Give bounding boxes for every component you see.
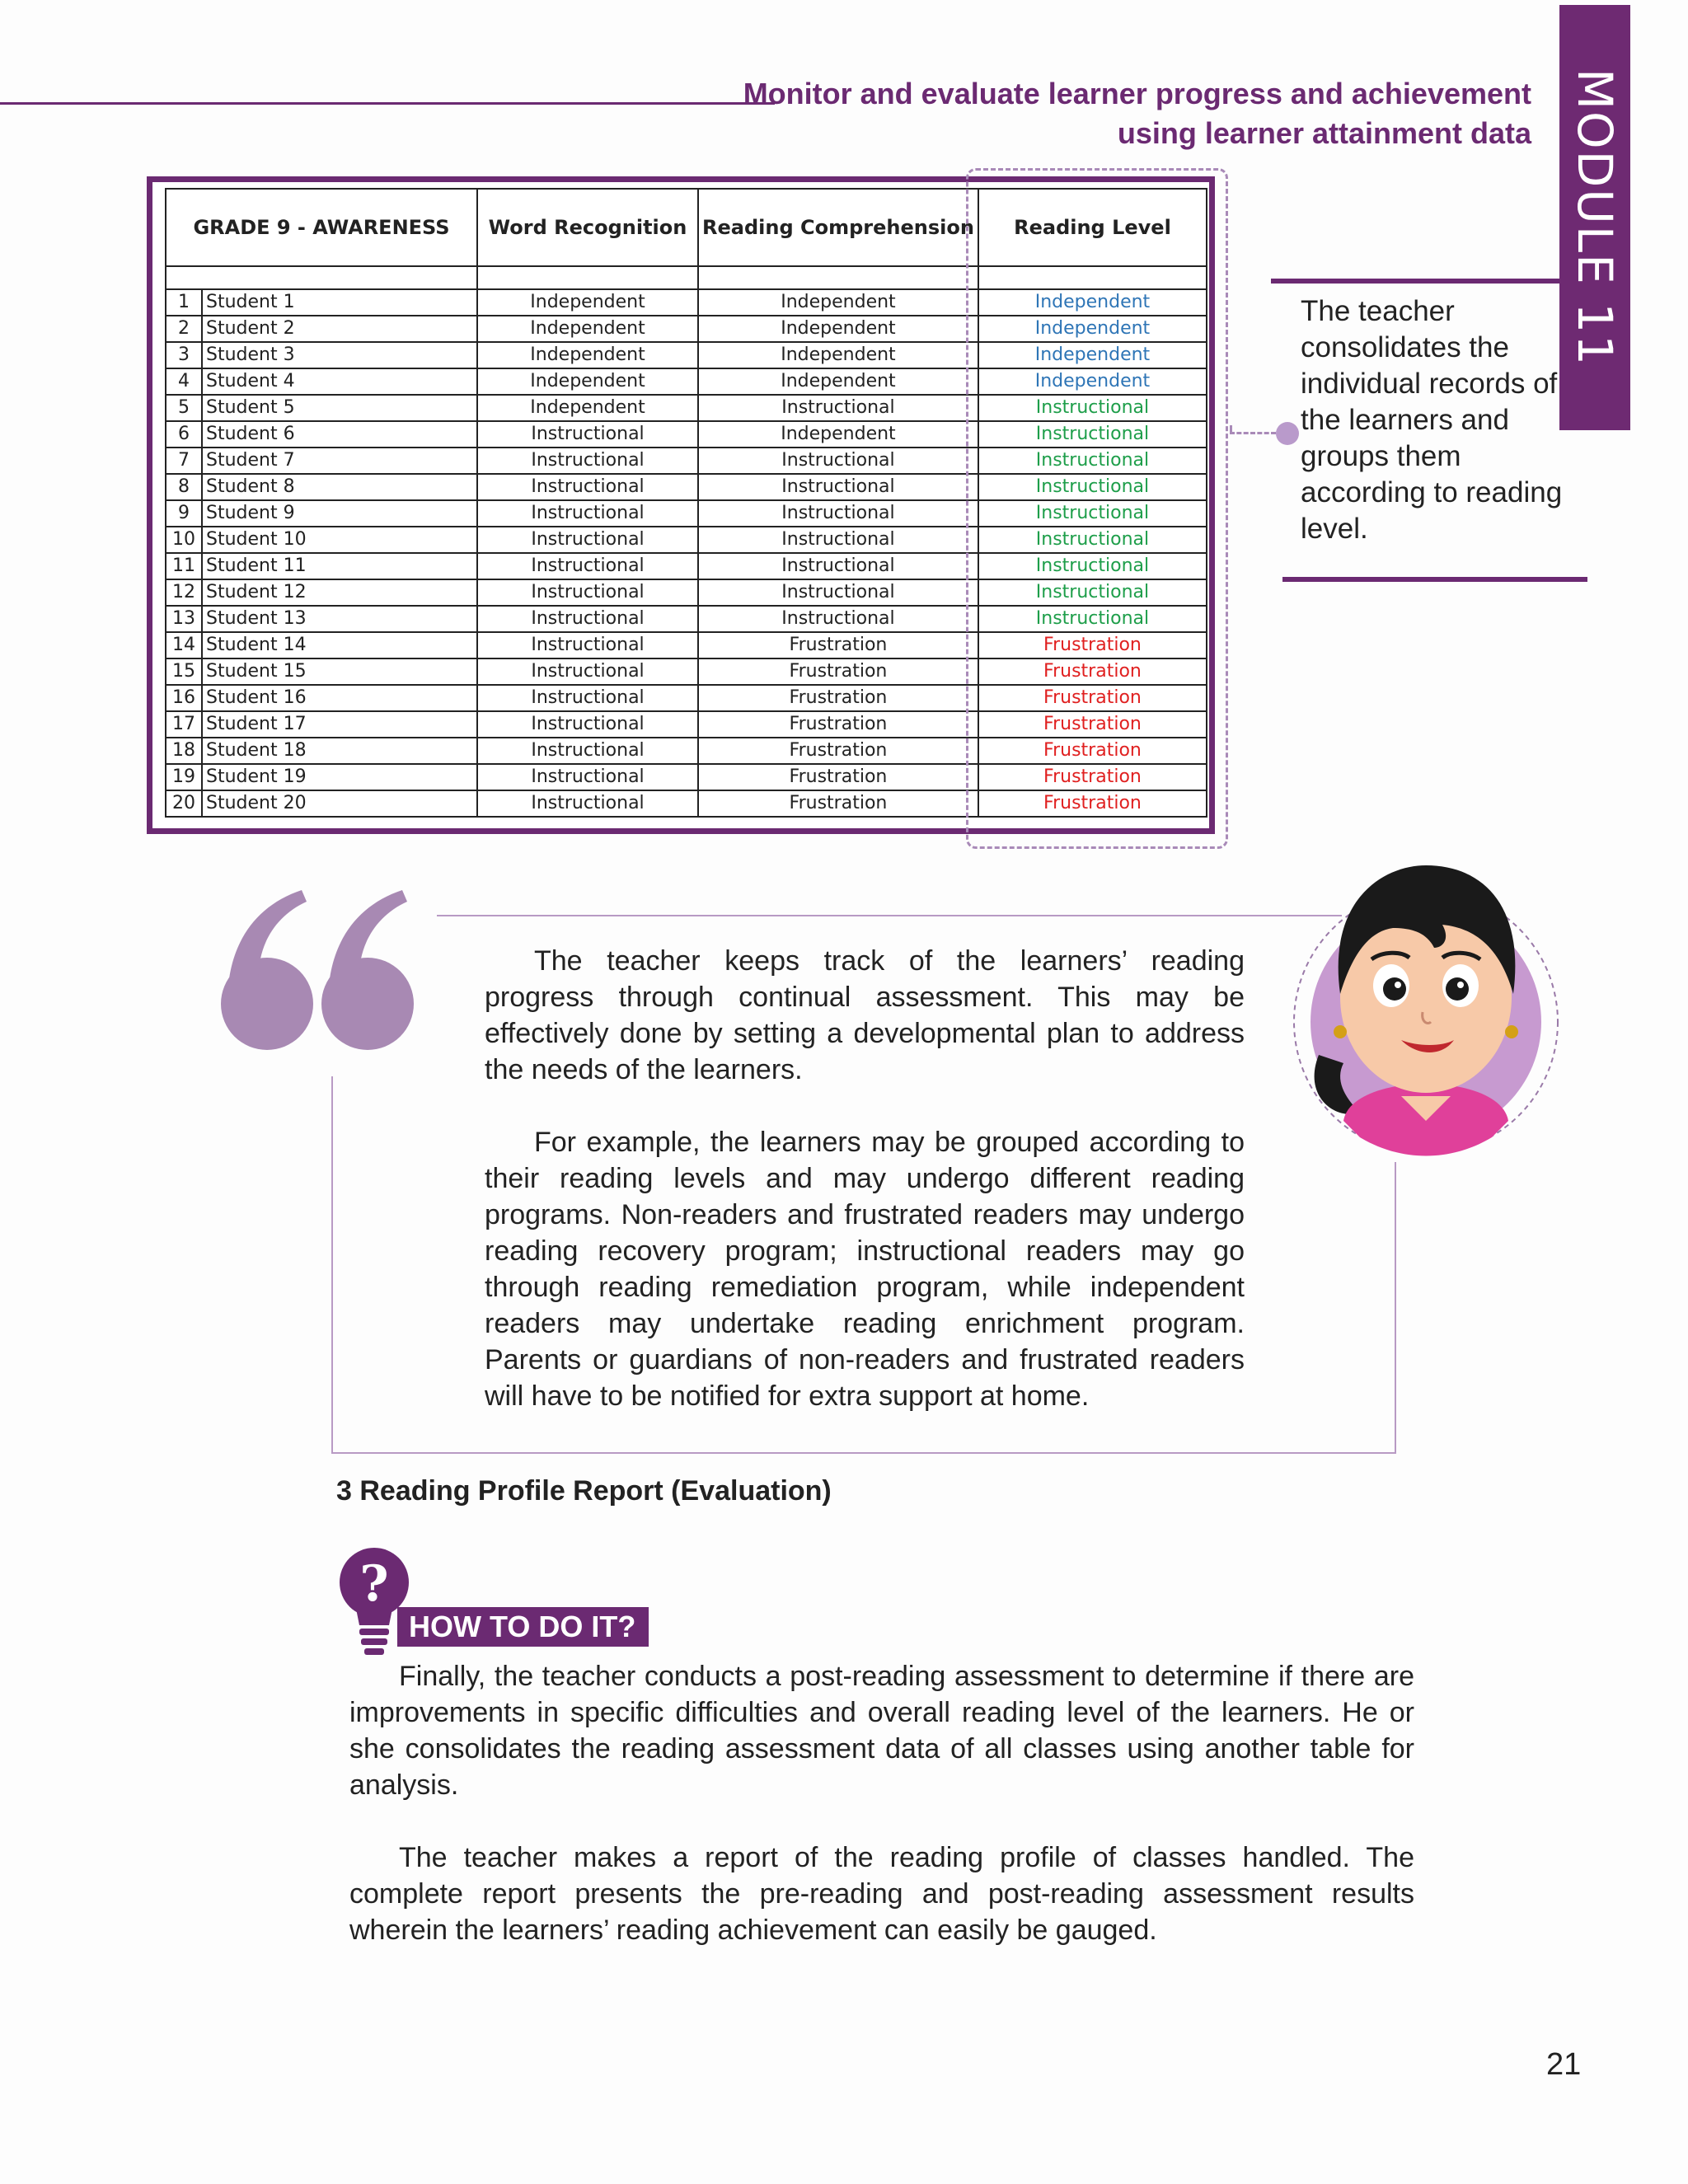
reading-comprehension-cell: Frustration xyxy=(698,632,978,658)
row-number: 12 xyxy=(166,579,202,606)
howto-paragraph-2: The teacher makes a report of the reading profile of classes handled. The complete report presents the pre-reading and post-reading assessment results wherein the learners’ reading achievement can easily be gauged. xyxy=(349,1842,1414,1946)
row-number: 18 xyxy=(166,738,202,764)
reading-level-cell: Instructional xyxy=(978,500,1207,527)
quote-box-top-border xyxy=(437,915,1342,916)
student-name: Student 11 xyxy=(202,553,477,579)
reading-comprehension-cell: Frustration xyxy=(698,685,978,711)
row-number: 5 xyxy=(166,395,202,421)
reading-level-cell: Frustration xyxy=(978,738,1207,764)
table-header-reading-level: Reading Level xyxy=(978,189,1207,266)
student-name: Student 17 xyxy=(202,711,477,738)
reading-comprehension-cell: Frustration xyxy=(698,711,978,738)
student-name: Student 12 xyxy=(202,579,477,606)
reading-level-cell: Instructional xyxy=(978,606,1207,632)
teacher-avatar-icon xyxy=(1286,849,1564,1162)
row-number: 7 xyxy=(166,448,202,474)
reading-comprehension-cell: Instructional xyxy=(698,606,978,632)
word-recognition-cell: Instructional xyxy=(477,658,698,685)
row-number: 9 xyxy=(166,500,202,527)
quote-text xyxy=(485,943,1245,1414)
word-recognition-cell: Independent xyxy=(477,342,698,368)
row-number: 15 xyxy=(166,658,202,685)
student-name: Student 9 xyxy=(202,500,477,527)
reading-level-cell: Instructional xyxy=(978,579,1207,606)
reading-comprehension-cell: Independent xyxy=(698,368,978,395)
quote-paragraph-2: For example, the learners may be grouped according to their reading levels and may undergo different reading programs. Non-readers and frustrated readers may undergo reading recovery program; instructional readers may go through reading remediation program, while independent readers may undertake reading enrichment program. Parents or guardians of non-readers and frustrated readers will have to be notified for extra support at home. xyxy=(485,1127,1245,1412)
callout-dot xyxy=(1276,422,1299,445)
row-number: 2 xyxy=(166,316,202,342)
word-recognition-cell: Instructional xyxy=(477,606,698,632)
word-recognition-cell: Instructional xyxy=(477,500,698,527)
reading-comprehension-cell: Instructional xyxy=(698,527,978,553)
reading-comprehension-cell: Independent xyxy=(698,342,978,368)
word-recognition-cell: Independent xyxy=(477,316,698,342)
row-number: 13 xyxy=(166,606,202,632)
howto-paragraph-1: Finally, the teacher conducts a post-reading assessment to determine if there are improvements in specific difficulties and overall reading level of the learners. He or she consolidates the reading assessment data of all classes using another table for analysis. xyxy=(349,1661,1414,1801)
quote-paragraph-1: The teacher keeps track of the learners’ reading progress through continual assessment. This may be effectively done by setting a developmental plan to address the needs of the learners. xyxy=(485,945,1245,1085)
reading-level-cell: Frustration xyxy=(978,711,1207,738)
row-number: 8 xyxy=(166,474,202,500)
row-number: 3 xyxy=(166,342,202,368)
quote-mark-icon xyxy=(216,882,414,1063)
reading-comprehension-cell: Instructional xyxy=(698,395,978,421)
row-number: 20 xyxy=(166,790,202,817)
table-header-word-recognition: Word Recognition xyxy=(477,189,698,266)
reading-comprehension-cell: Instructional xyxy=(698,474,978,500)
reading-level-cell: Independent xyxy=(978,316,1207,342)
student-name: Student 16 xyxy=(202,685,477,711)
word-recognition-cell: Independent xyxy=(477,289,698,316)
student-name: Student 6 xyxy=(202,421,477,448)
reading-level-cell: Instructional xyxy=(978,448,1207,474)
word-recognition-cell: Independent xyxy=(477,395,698,421)
student-name: Student 5 xyxy=(202,395,477,421)
reading-level-cell: Frustration xyxy=(978,632,1207,658)
word-recognition-cell: Instructional xyxy=(477,738,698,764)
reading-level-cell: Independent xyxy=(978,368,1207,395)
page-header-title xyxy=(707,74,1531,153)
reading-comprehension-cell: Frustration xyxy=(698,790,978,817)
reading-comprehension-cell: Instructional xyxy=(698,500,978,527)
word-recognition-cell: Instructional xyxy=(477,764,698,790)
student-name: Student 4 xyxy=(202,368,477,395)
reading-comprehension-cell: Independent xyxy=(698,289,978,316)
reading-comprehension-cell: Frustration xyxy=(698,764,978,790)
svg-text:?: ? xyxy=(359,1555,389,1613)
student-name: Student 8 xyxy=(202,474,477,500)
student-name: Student 2 xyxy=(202,316,477,342)
row-number: 10 xyxy=(166,527,202,553)
reading-level-cell: Frustration xyxy=(978,790,1207,817)
reading-comprehension-cell: Instructional xyxy=(698,579,978,606)
student-name: Student 18 xyxy=(202,738,477,764)
reading-level-cell: Instructional xyxy=(978,527,1207,553)
student-name: Student 10 xyxy=(202,527,477,553)
word-recognition-cell: Instructional xyxy=(477,527,698,553)
row-number: 19 xyxy=(166,764,202,790)
row-number: 4 xyxy=(166,368,202,395)
word-recognition-cell: Instructional xyxy=(477,685,698,711)
howto-body xyxy=(349,1658,1414,1948)
row-number: 6 xyxy=(166,421,202,448)
reading-level-cell: Instructional xyxy=(978,395,1207,421)
student-name: Student 19 xyxy=(202,764,477,790)
page-number: 21 xyxy=(1546,2047,1582,2082)
student-name: Student 14 xyxy=(202,632,477,658)
module-tab-label: MODULE 11 xyxy=(1567,68,1623,368)
callout-top-rule xyxy=(1271,279,1559,284)
section-heading: 3 Reading Profile Report (Evaluation) xyxy=(336,1475,832,1507)
reading-comprehension-cell: Independent xyxy=(698,421,978,448)
reading-level-cell: Instructional xyxy=(978,553,1207,579)
header-rule xyxy=(0,102,775,105)
row-number: 11 xyxy=(166,553,202,579)
student-name: Student 7 xyxy=(202,448,477,474)
word-recognition-cell: Instructional xyxy=(477,448,698,474)
reading-level-cell: Frustration xyxy=(978,764,1207,790)
word-recognition-cell: Independent xyxy=(477,368,698,395)
student-name: Student 13 xyxy=(202,606,477,632)
table-header-reading-comprehension: Reading Comprehension xyxy=(698,189,978,266)
reading-level-cell: Instructional xyxy=(978,474,1207,500)
reading-level-cell: Independent xyxy=(978,342,1207,368)
header-title-line2: using learner attainment data xyxy=(1117,116,1531,150)
reading-comprehension-cell: Independent xyxy=(698,316,978,342)
reading-level-cell: Instructional xyxy=(978,421,1207,448)
callout-connector xyxy=(1230,432,1276,434)
word-recognition-cell: Instructional xyxy=(477,421,698,448)
reading-level-cell: Frustration xyxy=(978,658,1207,685)
reading-level-cell: Independent xyxy=(978,289,1207,316)
reading-comprehension-cell: Frustration xyxy=(698,658,978,685)
row-number: 17 xyxy=(166,711,202,738)
callout-text: The teacher consolidates the individual records of the learners and groups them according to reading level. xyxy=(1301,295,1563,545)
quote-box-right-border xyxy=(1395,1162,1396,1454)
word-recognition-cell: Instructional xyxy=(477,553,698,579)
student-name: Student 15 xyxy=(202,658,477,685)
student-name: Student 20 xyxy=(202,790,477,817)
quote-box-bottom-border xyxy=(331,1452,1396,1454)
row-number: 1 xyxy=(166,289,202,316)
student-name: Student 1 xyxy=(202,289,477,316)
header-title-line1: Monitor and evaluate learner progress and achievement xyxy=(743,77,1531,110)
reading-level-cell: Frustration xyxy=(978,685,1207,711)
word-recognition-cell: Instructional xyxy=(477,711,698,738)
reading-level-highlight xyxy=(966,168,1228,849)
row-number: 16 xyxy=(166,685,202,711)
callout-bottom-rule xyxy=(1282,577,1587,582)
table-header-grade: GRADE 9 - AWARENESS xyxy=(166,189,477,266)
word-recognition-cell: Instructional xyxy=(477,632,698,658)
how-to-do-it-label: HOW TO DO IT? xyxy=(397,1607,649,1647)
row-number: 14 xyxy=(166,632,202,658)
word-recognition-cell: Instructional xyxy=(477,790,698,817)
reading-comprehension-cell: Instructional xyxy=(698,553,978,579)
word-recognition-cell: Instructional xyxy=(477,474,698,500)
reading-comprehension-cell: Instructional xyxy=(698,448,978,474)
reading-comprehension-cell: Frustration xyxy=(698,738,978,764)
word-recognition-cell: Instructional xyxy=(477,579,698,606)
student-name: Student 3 xyxy=(202,342,477,368)
quote-box-left-border xyxy=(331,1076,333,1454)
